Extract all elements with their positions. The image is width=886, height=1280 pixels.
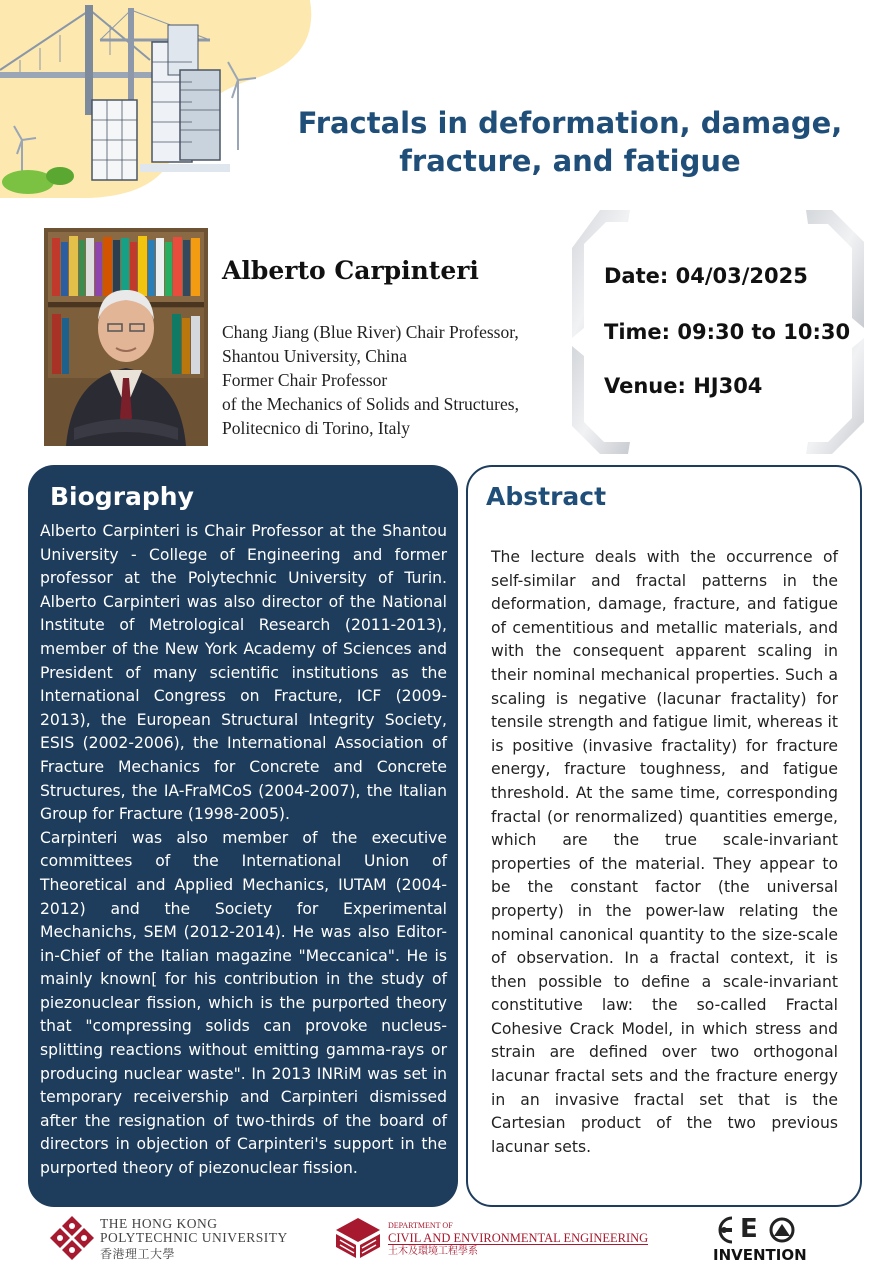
polyu-logo-icon [48,1214,96,1262]
event-time: Time: 09:30 to 10:30 [604,320,851,344]
polyu-chinese-name: 香港理工大學 [100,1247,176,1261]
affiliation-line: of the Mechanics of Solids and Structures, [222,394,519,414]
abstract-heading: Abstract [486,482,607,511]
affiliation-line: Former Chair Professor [222,370,388,390]
biography-text [40,520,447,1181]
event-title: Fractals in deformation, damage, fracture, and fatigue [297,106,843,178]
biography-heading: Biography [50,482,194,511]
speaker-affiliation [222,320,567,440]
affiliation-line: Shantou University, China [222,346,408,366]
abstract-text [491,546,838,1159]
polyu-name-line: THE HONG KONG [100,1216,218,1231]
event-date: Date: 04/03/2025 [604,264,808,288]
speaker-photo [44,228,208,446]
polyu-name-line: POLYTECHNIC UNIVERSITY [100,1230,288,1245]
department-name-line: CIVIL AND ENVIRONMENTAL ENGINEERING [388,1231,649,1245]
biography-paragraph: Carpinteri was also member of the executive committees of the International Union of Theoretical and Applied Mechanics, IUTAM (2004-2012) and the Society for Experimental Mechanichs, SEM (2012-2014). He was also Editor-in-Chief of the Italian magazine "Meccanica". He is mainly known[ for his contribution in the study of piezonuclear fission, which is the purported theory that "compressing solids can provoke nucleus-splitting reactions without emitting gamma-rays or producing nuclear waste". In 2013 INRiM was set in temporary receivership and Carpinteri dismissed after the resignation of two-thirds of the board of directors in objection of Carpinteri's support in the purported theory of piezonuclear fission. [40,828,447,1178]
invention-mark: E [740,1214,758,1244]
affiliation-line: Politecnico di Torino, Italy [222,418,411,438]
polyu-name [100,1217,288,1261]
event-venue: Venue: HJ304 [604,374,763,398]
abstract-paragraph: The lecture deals with the occurrence of self-similar and fractal patterns in the deformation, damage, fracture, and fatigue of cementitious and metallic materials, and with the consequent apparent scaling in their nominal mechanical properties. Such a scaling is negative (lacunar fractality) for tensile strength and fatigue limit, whereas it is positive (invasive fractality) for fracture energy, fracture toughness, and fatigue threshold. At the same time, corresponding fractal (or renormalized) quantities emerge, which are the true scale-invariant properties of the material. They appear to be the constant factor (the universal property) in the power-law relating the nominal canonical quantity to the size-scale of observation. In a fractal context, it is then possible to define a scale-invariant constitutive law: the so-called Fractal Cohesive Crack Model, in which stress and strain are defined over two orthogonal lacunar fractal sets and the fracture energy in an invasive fractal set that is the Cartesian product of the two previous lacunar sets. [491,548,838,1156]
invention-label: INVENTION [713,1246,807,1264]
city-illustration [0,0,330,200]
department-name-line: DEPARTMENT OF [388,1221,453,1230]
department-chinese-name: 土木及環境工程學系 [388,1246,478,1257]
affiliation-line: Chang Jiang (Blue River) Chair Professor, [222,322,519,342]
speaker-name: Alberto Carpinteri [222,256,479,285]
biography-paragraph: Alberto Carpinteri is Chair Professor at the Shantou University - College of Engineering and former professor at the Polytechnic University of Turin. Alberto Carpinteri was also director of the National Institute of Metrological Research (2011-2013), member of the New York Academy of Sciences and President of many scientific institutions as the International Congress on Fracture, ICF (2009-2013), the European Structural Integrity Society, ESIS (2002-2006), the International Association of Fracture Mechanics for Concrete and Concrete Structures, the IA-FraMCoS (2004-2007), the Italian Group for Fracture (1998-2005). [40,522,447,824]
department-logo-icon [334,1216,382,1260]
department-name [388,1220,648,1258]
